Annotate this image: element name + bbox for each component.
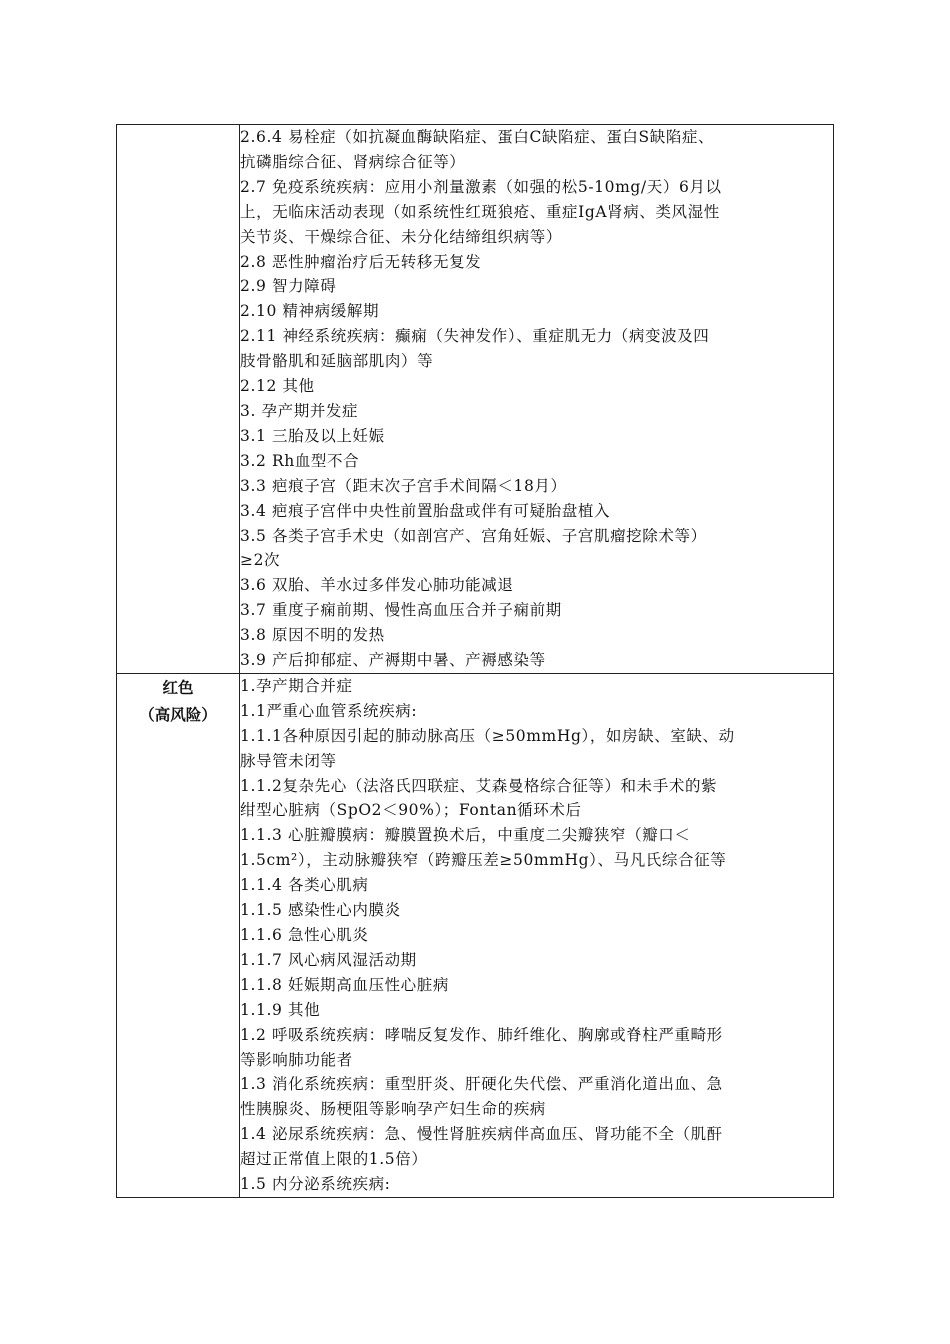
category-level — [117, 127, 239, 129]
content-line: 等影响肺功能者 — [240, 1050, 353, 1069]
content-line: 1.1严重心血管系统疾病: — [240, 701, 418, 720]
content-line: 2.8 恶性肿瘤治疗后无转移无复发 — [240, 252, 482, 271]
content-line: 超过正常值上限的1.5倍） — [240, 1150, 428, 1169]
content-line: 1.3 消化系统疾病：重型肝炎、肝硬化失代偿、严重消化道出血、急 — [240, 1075, 723, 1094]
content-line: 3. 孕产期并发症 — [240, 401, 359, 420]
content-line: 2.11 神经系统疾病：癫痫（失神发作）、重症肌无力（病变波及四 — [240, 327, 710, 346]
table-row — [117, 125, 834, 674]
content-line: 3.4 疤痕子宫伴中央性前置胎盘或伴有可疑胎盘植入 — [240, 501, 611, 520]
content-line: 关节炎、干燥综合征、未分化结缔组织病等） — [240, 227, 563, 246]
content-line: 3.8 原因不明的发热 — [240, 626, 385, 645]
content-line: 1.1.2复杂先心（法洛氏四联症、艾森曼格综合征等）和未手术的紫 — [240, 776, 718, 795]
content-line: 3.7 重度子痫前期、慢性高血压合并子痫前期 — [240, 601, 562, 620]
content-line: 肢骨骼肌和延脑部肌肉）等 — [240, 352, 434, 371]
content-line: 1.1.8 妊娠期高血压性心脏病 — [240, 975, 449, 994]
content-line: 2.12 其他 — [240, 377, 315, 396]
content-line: 2.6.4 易栓症（如抗凝血酶缺陷症、蛋白C缺陷症、蛋白S缺陷症、 — [240, 128, 715, 146]
content-line: 1.1.9 其他 — [240, 1000, 321, 1019]
content-line: 1.5cm²），主动脉瓣狭窄（跨瓣压差≥50mmHg）、马凡氏综合征等 — [240, 851, 727, 870]
content-line: 3.6 双胎、羊水过多伴发心肺功能减退 — [240, 576, 514, 595]
content-line: 1.孕产期合并症 — [240, 676, 353, 695]
content-cell — [240, 125, 834, 674]
category-name: 红色 — [162, 678, 194, 697]
category-cell — [117, 125, 240, 674]
content-line: 1.4 泌尿系统疾病：急、慢性肾脏疾病伴高血压、肾功能不全（肌酐 — [240, 1125, 723, 1144]
content-line: 1.1.3 心脏瓣膜病：瓣膜置换术后，中重度二尖瓣狭窄（瓣口＜ — [240, 826, 691, 845]
content-line: 1.1.4 各类心肌病 — [240, 876, 369, 895]
risk-classification-table — [116, 124, 834, 1198]
content-line: 3.3 疤痕子宫（距末次子宫手术间隔＜18月） — [240, 476, 567, 495]
content-line: 1.5 内分泌系统疾病: — [240, 1175, 391, 1194]
table-row — [117, 673, 834, 1197]
content-line: 1.1.7 风心病风湿活动期 — [240, 950, 417, 969]
content-line: 3.2 Rh血型不合 — [240, 451, 360, 470]
content-line: 1.1.6 急性心肌炎 — [240, 926, 369, 944]
content-line: 上，无临床活动表现（如系统性红斑狼疮、重症IgA肾病、类风湿性 — [240, 202, 720, 221]
content-line: 3.5 各类子宫手术史（如剖宫产、宫角妊娠、子宫肌瘤挖除术等） — [240, 526, 707, 545]
content-line: ≥2次 — [240, 551, 281, 570]
content-line: 脉导管未闭等 — [240, 751, 337, 770]
content-line: 1.1.5 感染性心内膜炎 — [240, 901, 401, 920]
content-line: 抗磷脂综合征、肾病综合征等） — [240, 152, 466, 171]
category-level: （高风险） — [139, 705, 217, 724]
content-line: 1.2 呼吸系统疾病：哮喘反复发作、肺纤维化、胸廓或脊柱严重畸形 — [240, 1025, 723, 1044]
category-cell — [117, 673, 240, 1197]
content-line: 1.1.1各种原因引起的肺动脉高压（≥50mmHg），如房缺、室缺、动 — [240, 726, 735, 745]
content-cell — [240, 673, 834, 1197]
content-line: 2.9 智力障碍 — [240, 277, 337, 296]
content-line: 性胰腺炎、肠梗阻等影响孕产妇生命的疾病 — [240, 1100, 546, 1119]
content-line: 3.9 产后抑郁症、产褥期中暑、产褥感染等 — [240, 651, 546, 670]
content-line: 2.10 精神病缓解期 — [240, 302, 380, 321]
content-line: 绀型心脏病（SpO2＜90%）；Fontan循环术后 — [240, 801, 582, 820]
content-line: 3.1 三胎及以上妊娠 — [240, 426, 385, 445]
content-line: 2.7 免疫系统疾病：应用小剂量激素（如强的松5-10mg/天）6月以 — [240, 177, 722, 196]
